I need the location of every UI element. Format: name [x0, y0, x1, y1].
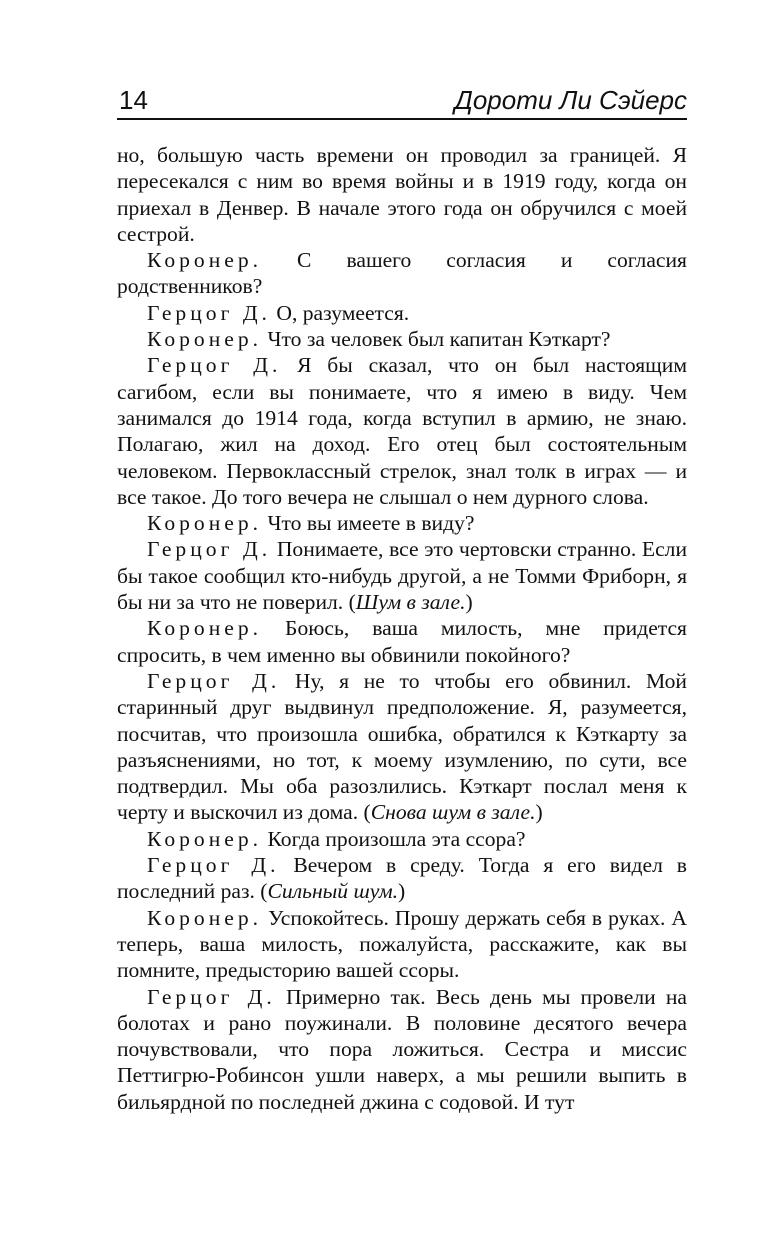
speaker-name: Коронер. — [147, 826, 263, 851]
paragraph-text: но, большую часть времени он проводил за границей. Я пересекался с ним во время войны и в 1919 году, когда он приехал в Денвер. В начале этого года он обручился с моей сестрой. — [117, 143, 687, 246]
paragraph — [117, 510, 687, 536]
speaker-name: Коронер. — [147, 248, 263, 273]
paragraph-tail: ) — [398, 879, 406, 904]
stage-direction: Снова шум в зале. — [370, 800, 536, 825]
running-title: Дороти Ли Сэйерс — [454, 85, 687, 115]
speaker-name: Коронер. — [147, 511, 263, 536]
page-number: 14 — [119, 85, 148, 115]
paragraph-text: Вечером в среду. Тогда я его видел в последний раз. ( — [117, 853, 687, 904]
paragraph-text: Ну, я не то чтобы его обвинил. Мой старинный друг выдвинул предположение. Я, разумеется, посчитав, что произошла ошибка, обратился к Кэткарту за разъяснениями, но тот, к моему изумлению, по сути, все подтвердил. Мы оба разозлились. Кэткарт послал меня к черту и выскочил из дома. ( — [117, 668, 687, 825]
paragraph — [117, 247, 687, 300]
paragraph-text: Что за человек был капитан Кэткарт? — [262, 327, 611, 352]
paragraph-tail: ) — [535, 800, 543, 825]
speaker-name: Герцог Д. — [147, 853, 280, 878]
paragraph-text: Боюсь, ваша милость, мне придется спросить, в чем именно вы обвинили покойного? — [117, 616, 687, 667]
paragraph — [117, 536, 687, 615]
paragraph — [117, 352, 687, 510]
speaker-name: Коронер. — [147, 616, 263, 641]
speaker-name: Герцог Д. — [147, 353, 282, 378]
speaker-name: Герцог Д. — [147, 537, 272, 562]
paragraph — [117, 668, 687, 826]
paragraph-text: Что вы имеете в виду? — [262, 511, 475, 536]
paragraph — [117, 142, 687, 247]
stage-direction: Шум в зале. — [355, 590, 466, 615]
speaker-name: Коронер. — [147, 327, 263, 352]
paragraph-text: Я бы сказал, что он был настоящим сагибом, если вы понимаете, что я имею в виду. Чем занимался до 1914 года, когда вступил в армию, не знаю. Полагаю, жил на доход. Его отец был состоятельным человеком. Первоклассный стрелок, знал толк в играх — и все такое. До того вечера не слышал о нем дурного слова. — [117, 353, 687, 509]
paragraph-text: Когда произошла эта ссора? — [262, 826, 526, 851]
paragraph — [117, 300, 687, 326]
paragraph-text: О, разумеется. — [270, 300, 410, 325]
speaker-name: Герцог Д. — [147, 300, 271, 325]
paragraph — [117, 615, 687, 668]
paragraph-tail: ) — [465, 590, 473, 615]
paragraph — [117, 905, 687, 984]
paragraph-text: Понимаете, все это чертовски странно. Если бы такое сообщил кто-нибудь другой, а не Томми Фриборн, я бы ни за что не поверил. ( — [117, 537, 687, 615]
paragraph — [117, 984, 687, 1115]
page-body — [117, 142, 687, 1115]
speaker-name: Герцог Д. — [147, 984, 276, 1009]
speaker-name: Герцог Д. — [147, 668, 281, 693]
paragraph — [117, 326, 687, 352]
paragraph-text: Успокойтесь. Прошу держать себя в руках. А теперь, ваша милость, пожалуйста, расскажите, как вы помните, предысторию вашей ссоры. — [117, 905, 687, 983]
speaker-name: Коронер. — [147, 905, 263, 930]
paragraph-text: С вашего согласия и согласия родственников? — [117, 248, 687, 299]
page-header — [117, 84, 687, 120]
stage-direction: Сильный шум. — [267, 879, 399, 904]
paragraph-text: Примерно так. Весь день мы провели на болотах и рано поужинали. В половине десятого вечера почувствовали, что пора ложиться. Сестра и миссис Петтигрю-Робинсон ушли наверх, а мы решили выпить в бильярдной по последней джина с содовой. И тут — [117, 984, 687, 1114]
paragraph — [117, 826, 687, 852]
book-page — [117, 84, 687, 1115]
paragraph — [117, 852, 687, 905]
